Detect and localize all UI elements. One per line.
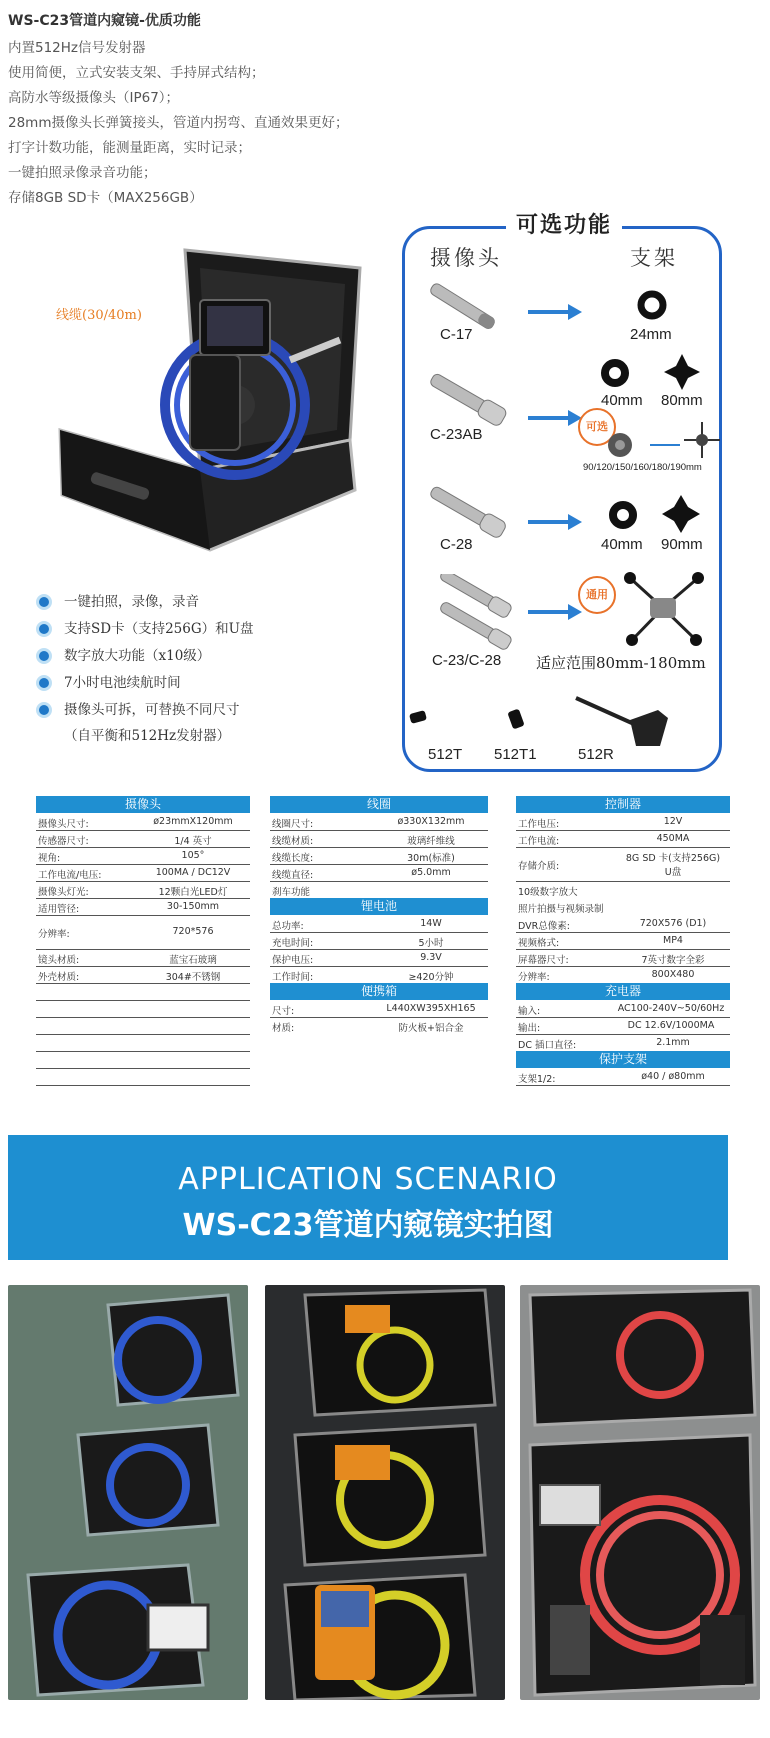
- camera-c23ab-image: [422, 372, 512, 428]
- bracket-90mm-label: 90mm: [661, 536, 703, 553]
- transmitter-512t-label: 512T: [428, 746, 463, 763]
- spec-camera-title: 摄像头: [36, 796, 250, 813]
- spec-key: 视角:: [38, 853, 61, 864]
- bracket-sizes-label: 90/120/150/160/180/190mm: [583, 462, 702, 473]
- spec-value: 105°: [181, 850, 205, 861]
- camera-c17-label: C-17: [440, 326, 473, 343]
- spec-value: 30-150mm: [166, 901, 220, 912]
- bracket-90mm-image: [660, 493, 702, 535]
- intro-line: 28mm摄像头长弹簧接头，管道内拐弯、直通效果更好；: [8, 115, 349, 131]
- spec-key: DVR总像素:: [518, 921, 570, 932]
- table-row: [516, 1034, 730, 1051]
- application-photo-2: [265, 1285, 505, 1700]
- spec-value: 800X480: [651, 969, 695, 980]
- spec-value: MP4: [663, 935, 683, 946]
- feature-item: 支持SD卡（支持256G）和U盘: [64, 621, 254, 637]
- table-row: [270, 864, 488, 882]
- spec-key: 尺寸:: [272, 1006, 295, 1017]
- table-row: [270, 966, 488, 983]
- spec-key: 工作电流/电压:: [38, 870, 102, 881]
- spec-value: 1/4 英寸: [174, 836, 212, 847]
- bracket-large-image: [682, 418, 722, 462]
- optional-functions-title: 可选功能: [506, 208, 622, 239]
- bracket-40mm-label: 40mm: [601, 392, 643, 409]
- banner-title-en: APPLICATION SCENARIO: [178, 1162, 558, 1197]
- arrow-head-icon: [568, 304, 582, 320]
- spec-key: 线圈尺寸:: [272, 819, 314, 830]
- spec-key: 镜头材质:: [38, 955, 80, 966]
- table-row: [36, 1051, 250, 1069]
- spec-key: 工作电流:: [518, 836, 560, 847]
- camera-c23ab-label: C-23AB: [430, 426, 483, 443]
- spec-value: 304#不锈钢: [165, 972, 221, 983]
- spec-value: L440XW395XH165: [386, 1003, 476, 1014]
- bullet-dot-icon: [36, 621, 52, 637]
- spec-battery-title: 锂电池: [270, 898, 488, 915]
- camera-c28-image: [422, 484, 512, 540]
- transmitter-512t1-label: 512T1: [494, 746, 537, 763]
- spec-key: 充电时间:: [272, 938, 314, 949]
- table-row: [516, 915, 730, 933]
- spec-key: DC 插口直径:: [518, 1040, 577, 1051]
- table-row: [516, 881, 730, 898]
- table-row: [36, 949, 250, 967]
- spec-key: 屏幕器尺寸:: [518, 955, 569, 966]
- table-row: [36, 813, 250, 831]
- table-row: [516, 813, 730, 831]
- table-row: [36, 1034, 250, 1052]
- transmitter-512t1-image: [504, 704, 534, 734]
- table-row: [516, 1068, 730, 1086]
- arrow-head-icon: [568, 514, 582, 530]
- spec-key: 线缆直径:: [272, 870, 314, 881]
- page-title: WS-C23管道内窥镜-优质功能: [8, 13, 201, 29]
- spec-value: ø5.0mm: [411, 867, 451, 878]
- spec-key: 工作电压:: [518, 819, 560, 830]
- spec-value: 防火板+铝合金: [398, 1023, 464, 1034]
- bracket-40mm-image: [600, 358, 630, 388]
- optional-tag: 可选: [578, 408, 616, 446]
- table-row: [36, 983, 250, 1001]
- spec-value: 30m(标准): [407, 853, 455, 864]
- spec-value: 12V: [663, 816, 683, 827]
- table-row: [36, 864, 250, 882]
- table-row: [36, 1068, 250, 1086]
- spec-value: 100MA / DC12V: [155, 867, 231, 878]
- feature-item: 7小时电池续航时间: [64, 675, 181, 691]
- spec-value: 5小时: [418, 938, 444, 949]
- spec-key: 存储介质:: [518, 861, 560, 872]
- intro-line: 高防水等级摄像头（IP67）；: [8, 90, 180, 106]
- spec-key: 摄像头灯光:: [38, 887, 89, 898]
- arrow-head-icon: [568, 604, 582, 620]
- camera-c23-c28-label: C-23/C-28: [432, 652, 502, 669]
- bracket-80mm-label: 80mm: [661, 392, 703, 409]
- table-row: [516, 949, 730, 967]
- table-row: [36, 898, 250, 916]
- intro-line: 一键拍照录像录音功能；: [8, 165, 157, 181]
- camera-c17-image: [422, 282, 502, 332]
- table-row: [36, 915, 250, 950]
- spec-key: 摄像头尺寸:: [38, 819, 89, 830]
- table-row: [516, 932, 730, 950]
- spec-key: 刹车功能: [272, 887, 311, 898]
- spec-value: 8G SD 卡(支持256G): [625, 853, 721, 864]
- spec-value: 12颗白光LED灯: [158, 887, 228, 898]
- spec-table-cable: [270, 796, 488, 1036]
- table-row: [270, 949, 488, 967]
- spec-key: 分辨率:: [38, 929, 70, 940]
- spec-key: 工作时间:: [272, 972, 314, 983]
- table-row: [36, 847, 250, 865]
- spec-table-controller: [516, 796, 730, 1096]
- transmitter-512t-image: [404, 704, 434, 734]
- table-row: [270, 932, 488, 950]
- spec-key: 分辨率:: [518, 972, 550, 983]
- spec-value: 720*576: [172, 926, 214, 937]
- feature-item: （自平衡和512Hz发射器）: [64, 728, 231, 744]
- spec-value: 450MA: [656, 833, 690, 844]
- camera-column-title: 摄像头: [430, 246, 502, 270]
- bracket-40mm-label: 40mm: [601, 536, 643, 553]
- camera-c28-label: C-28: [440, 536, 473, 553]
- spec-key: 总功率:: [272, 921, 304, 932]
- universal-tag: 通用: [578, 576, 616, 614]
- spec-key: 材质:: [272, 1023, 295, 1034]
- table-row: [270, 1000, 488, 1018]
- table-row: [36, 830, 250, 848]
- bullet-dot-icon: [36, 648, 52, 664]
- table-row: [36, 1000, 250, 1018]
- intro-line: 内置512Hz信号发射器: [8, 40, 146, 56]
- camera-c23-c28-image: [430, 574, 522, 650]
- product-image: [50, 240, 370, 560]
- spec-controller-title: 控制器: [516, 796, 730, 813]
- bracket-24mm-label: 24mm: [630, 326, 672, 343]
- spec-value: 720X576 (D1): [639, 918, 707, 929]
- table-row: [270, 830, 488, 848]
- spec-value: 7英寸数字全彩: [641, 955, 705, 966]
- bracket-80mm-image: [662, 352, 702, 392]
- application-photo-1: [8, 1285, 248, 1700]
- feature-item: 摄像头可拆，可替换不同尺寸: [64, 702, 240, 718]
- spec-case-title: 便携箱: [270, 983, 488, 1000]
- spec-bracket-title: 保护支架: [516, 1051, 730, 1068]
- receiver-512r-image: [572, 692, 672, 752]
- table-row: [270, 813, 488, 831]
- spec-value: AC100-240V~50/60Hz: [617, 1003, 725, 1014]
- spec-key: 线缆材质:: [272, 836, 314, 847]
- application-photo-3: [520, 1285, 760, 1700]
- spec-key: 线缆长度:: [272, 853, 314, 864]
- spec-value: DC 12.6V/1000MA: [627, 1020, 715, 1031]
- bracket-40mm-image: [608, 500, 638, 530]
- bracket-24mm-image: [637, 290, 667, 320]
- universal-range-label: 适应范围80mm-180mm: [536, 654, 706, 672]
- spec-value: 2.1mm: [656, 1037, 690, 1048]
- table-row: [516, 898, 730, 915]
- feature-item: 一键拍照，录像，录音: [64, 594, 199, 610]
- table-row: [270, 881, 488, 898]
- spec-key: 支架1/2:: [518, 1074, 556, 1085]
- table-row: [270, 847, 488, 865]
- spec-key: 保护电压:: [272, 955, 314, 966]
- intro-line: 使用简便，立式安装支架、手持屏式结构；: [8, 65, 265, 81]
- spec-value: 蓝宝石玻璃: [169, 955, 217, 966]
- table-row: [516, 966, 730, 983]
- intro-line: 存储8GB SD卡（MAX256GB）: [8, 190, 203, 206]
- spec-value: ≥420分钟: [408, 972, 454, 983]
- bullet-dot-icon: [36, 594, 52, 610]
- bracket-column-title: 支架: [630, 246, 678, 270]
- table-row: [270, 1017, 488, 1034]
- spec-value: U盘: [664, 867, 682, 878]
- spec-key: 适用管径:: [38, 904, 80, 915]
- spec-value: 14W: [420, 918, 442, 929]
- spec-table-camera: [36, 796, 250, 1096]
- table-row: [36, 1017, 250, 1035]
- spec-value: ø330X132mm: [397, 816, 465, 827]
- spec-key: 输入:: [518, 1006, 541, 1017]
- feature-item: 数字放大功能（x10级）: [64, 648, 211, 664]
- intro-line: 打字计数功能，能测量距离，实时记录；: [8, 140, 251, 156]
- spec-key: 传感器尺寸:: [38, 836, 89, 847]
- table-row: [36, 966, 250, 984]
- spec-key: 照片拍摄与视频录制: [518, 904, 604, 915]
- receiver-512r-label: 512R: [578, 746, 614, 763]
- cable-label: 线缆(30/40m): [56, 308, 142, 323]
- arrow-icon: [528, 610, 570, 614]
- spec-charger-title: 充电器: [516, 983, 730, 1000]
- table-row: [516, 1017, 730, 1035]
- spec-key: 外壳材质:: [38, 972, 80, 983]
- banner-title-cn: WS-C23管道内窥镜实拍图: [182, 1208, 554, 1243]
- spec-value: ø23mmX120mm: [153, 816, 233, 827]
- bracket-universal-image: [618, 568, 708, 650]
- spec-key: 10级数字放大: [518, 887, 578, 898]
- spec-value: 9.3V: [420, 952, 442, 963]
- bullet-dot-icon: [36, 675, 52, 691]
- arrow-icon: [528, 520, 570, 524]
- table-row: [270, 915, 488, 933]
- table-row: [36, 881, 250, 899]
- arrow-icon: [528, 416, 570, 420]
- table-row: [516, 830, 730, 848]
- table-row: [516, 847, 730, 882]
- spec-value: 玻璃纤维线: [407, 836, 455, 847]
- spec-key: 视频格式:: [518, 938, 560, 949]
- spec-cable-title: 线圈: [270, 796, 488, 813]
- small-arrow-icon: [650, 444, 680, 446]
- bracket-wheel-image: [600, 428, 640, 462]
- spec-key: 输出:: [518, 1023, 541, 1034]
- table-row: [516, 1000, 730, 1018]
- bullet-dot-icon: [36, 702, 52, 718]
- arrow-icon: [528, 310, 570, 314]
- spec-value: ø40 / ø80mm: [641, 1071, 705, 1082]
